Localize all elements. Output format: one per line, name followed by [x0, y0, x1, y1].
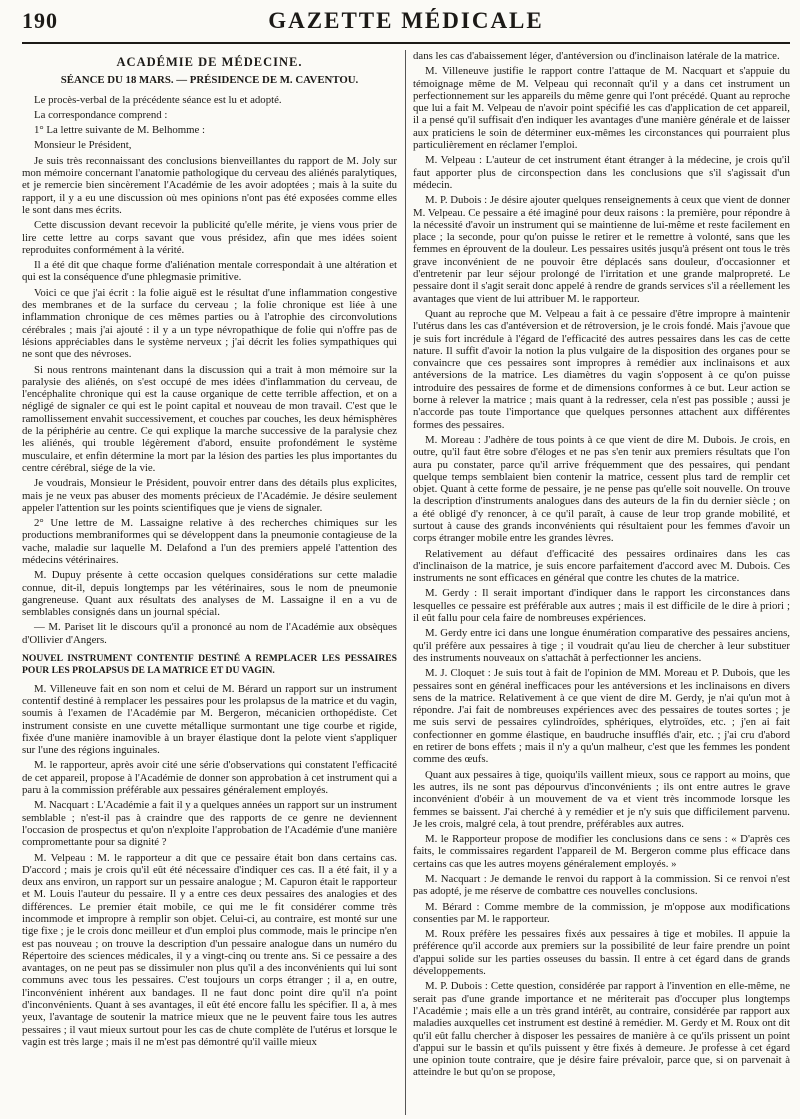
right-column: [413, 50, 790, 1115]
paragraph: M. Gerdy : Il serait important d'indiquer dans le rapport les circonstances dans lesquelles ce pessaire est préférable aux autres ; mais il est difficile de le dire à priori ; il eût fallu pour cela faire de nombreuses expériences.: [413, 587, 790, 625]
paragraph: M. le Rapporteur propose de modifier les conclusions dans ce sens : « D'après ces faits, le commissaires regardent l'appareil de M. Bergeron comme plus efficace dans certains cas que les autres moyens généralement employés. »: [413, 833, 790, 870]
paragraph: M. le rapporteur, après avoir cité une série d'observations qui constatent l'efficacité de cet appareil, propose à l'Académie de donner son approbation à cet instrument qui a paru à la commission préférable aux pessaires généralement employés.: [22, 759, 397, 797]
paragraph: Quant aux pessaires à tige, quoiqu'ils vaillent mieux, sous ce rapport au moins, que les autres, ils ne sont pas dépourvus d'inconvénients ; ils ont entre autres le grave inconvénient d'obéir à un mouvement de va et vient très incommode lorsque les femmes se baissent. J'ai cherché à y remédier et je n'y suis que difficilement parvenu. Je les crois, malgré cela, à tout prendre, préférables aux autres.: [413, 768, 790, 830]
paragraph: M. Bérard : Comme membre de la commission, je m'oppose aux modifications consenties par M. le rapporteur.: [413, 900, 790, 925]
paragraph: M. P. Dubois : Je désire ajouter quelques renseignements à ceux que vient de donner M. Velpeau. Ce pessaire a été imaginé pour deux raisons : la première, pour répondre à la nécessité d'avoir un instrument qui se maintienne de lui-même et reste facilement en place ; la seconde, pour qu'on puisse le retirer et le remettre à volonté, sans que les femmes en éprouvent de la douleur. Les pessaires usités jusqu'à présent ont tous le très grave inconvénient de ne pouvoir être déplacés sans douleur, d'occasionner et d'entretenir par leur séjour prolongé de l'irritation et une grande malpropreté. Le pessaire dont il s'agit serait donc appelé à rendre de grands services s'il a réellement les avantages que vient de lui attribuer M. le rapporteur.: [413, 194, 790, 305]
paragraph: M. Moreau : J'adhère de tous points à ce que vient de dire M. Dubois. Je crois, en outre, qu'il faut être sobre d'éloges et ne pas s'en tenir aux premiers résultats que l'on aura pu constater, parce qu'il arrive fréquemment que des pessaires, qui pendant quelque temps semblaient bien contenir la matrice, cessent plus tard de remplir cet objet. Quant à cette forme de pessaire, je ne pense pas qu'elle soit nouvelle. On trouve la description d'instruments analogues dans des auteurs de la fin du dernier siècle ; on a été obligé d'y renoncer, à ce qu'il paraît, à cause de leur trop grande mobilité, et surtout à cause des grands inconvénients qui résultaient pour les femmes d'avoir un corps étranger mobile entre les grandes lèvres.: [413, 433, 790, 545]
paragraph: M. Dupuy présente à cette occasion quelques considérations sur cette maladie connue, dit-il, depuis longtemps par les vétérinaires, sous le nom de pneumonie gangreneuse. Quant aux résultats des analyses de M. Lassaigne il en a vu de semblables consignés dans un journal spécial.: [22, 569, 397, 619]
column-divider: [405, 50, 406, 1115]
paragraph: M. Villeneuve justifie le rapport contre l'attaque de M. Nacquart et s'appuie du témoignage même de M. Velpeau qui reconnaît qu'il y a dans cet instrument un perfectionnement sur les appareils du même genre qui l'ont précédé. Quant au reproche que lui a fait M. Velpeau de n'avoir point spécifié les cas d'application de cet appareil, il a pensé qu'il suffisait d'en indiquer les avantages d'une manière générale et de laisser aux praticiens le soin de déterminer eux-mêmes les circonstances qui pourraient plus particulièrement en réclamer l'emploi.: [413, 65, 790, 152]
paragraph: M. Nacquart : L'Académie a fait il y a quelques années un rapport sur un instrument semblable ; n'est-il pas à craindre que des rapports de ce genre ne deviennent l'occasion de prospectus et qu'on n'exploite l'approbation de l'Académie d'une manière compromettante pour sa dignité ?: [22, 799, 397, 849]
paragraph: M. Velpeau : M. le rapporteur a dit que ce pessaire était bon dans certains cas. D'accord ; mais je crois qu'il eût été nécessaire d'indiquer ces cas. Il a été fait, il y a deux ans environ, un rapport sur un pessaire analogue ; M. Capuron était le rapporteur et M. Louis l'auteur du pessaire. Il y a entre ces deux pessaires des analogies et des différences. Le premier était mobile, ce qui me le fit considérer comme très incommode et impropre à remplir son objet. Celui-ci, au contraire, est monté sur une tige fixe ; je le crois donc meilleur et d'un emploi plus commode, mais le principe n'en est pas nouveau ; on trouve la description d'un pessaire analogue dans un numéro du Répertoire des sciences médicales, il y a vingt-cinq ou trente ans. Si ce pessaire a des avantages, on ne peut pas se dissimuler non plus qu'il a des inconvénients qui lui sont communs avec tous les pessaires. C'est toujours un corps étranger ; il a, en outre, l'inconvénient inhérent aux bandages. Il ne faut donc point dire qu'il n'a point d'inconvénients. Quant à ses avantages, il eût été encore fallu les spécifier. Il a, à mes yeux, l'avantage de soutenir la matrice mieux que ne le peuvent faire tous les autres pessaires ; il vaut mieux surtout pour les cas de chute complète de l'utérus et lorsque le vagin est très large ; mais il ne m'est pas démontré qu'il vaille mieux: [22, 851, 397, 1048]
paragraph: Je voudrais, Monsieur le Président, pouvoir entrer dans des détails plus explicites, mais je ne veux pas abuser des moments précieux de l'Académie. Je désire seulement appeler l'attention sur les points scientifiques que je viens de signaler.: [22, 477, 397, 514]
page-number: 190: [22, 8, 58, 33]
page-header: [22, 6, 790, 44]
paragraph: M. Velpeau : L'auteur de cet instrument étant étranger à la médecine, je crois qu'il faut apporter plus de circonspection dans les conclusions que s'il s'agissait d'un médecin.: [413, 154, 790, 191]
paragraph: M. P. Dubois : Cette question, considérée par rapport à l'invention en elle-même, ne serait pas d'une grande importance et ne mériterait pas d'occuper plus longtemps l'Académie ; mais elle a un très grand intérêt, au contraire, considérée par rapport aux maladies auxquelles cet instrument est destiné à remédier. M. Gerdy et M. Roux ont dit qu'il eût fallu chercher à disposer les pessaires de manière à ce qu'ils prissent un point d'appui sur le bassin et qu'ils puissent y être fixés à demeure. Je professe à cet égard une opinion toute contraire, que je désire faire prévaloir, parce que, si on parvenait à atteindre le but qu'on se propose,: [413, 980, 790, 1079]
journal-title: GAZETTE MÉDICALE: [268, 8, 544, 33]
section-title: ACADÉMIE DE MÉDECINE.: [116, 55, 303, 69]
paragraph: Si nous rentrons maintenant dans la discussion qui a trait à mon mémoire sur la paralysie des aliénés, on s'est occupé de mes idées d'inflammation du cerveau, de l'encéphalite chronique qui est la cause organique de cette terrible affection, et on a négligé de signaler ce qui est le point capital et nouveau de mon travail. C'est que le ramollissement envahit successivement, et couches par couches, les deux hémisphères de la périphérie au centre. Ce qui explique la marche successive de la paralysie chez les aliénés, qui trouble légèrement d'abord, ensuite profondément le système musculaire, et enfin détermine la mort par la lésion des parties les plus importantes du centre cérébral, siége de la vie.: [22, 363, 397, 474]
left-column: [22, 50, 397, 1115]
paragraph: Quant au reproche que M. Velpeau a fait à ce pessaire d'être impropre à maintenir l'utérus dans les cas d'antéversion et de rétroversion, je le crois fondé. Mais j'avoue que je suis fort incrédule à l'égard de l'efficacité des autres pessaires dans les cas de cette nature. Il suffit d'avoir la notion la plus vulgaire de la disposition des organes pour se convaincre que ces pessaires sont impropres à remédier aux inclinaisons et aux antéversions de la matrice. Les diamètres du vagin s'opposent à ce qu'on puisse introduire des pessaires de forme et de dimensions conformes à ce but. Leur action se borne à relever la matrice ; mais quant à la redresser, cela n'est pas possible ; aussi je n'accorde pas toute l'importance que quelques personnes attachent aux différentes formes des pessaires.: [413, 307, 790, 431]
paragraph: M. Nacquart : Je demande le renvoi du rapport à la commission. Si ce renvoi n'est pas adopté, je me réserve de combattre ces nouvelles conclusions.: [413, 873, 790, 898]
paragraph: La correspondance comprend :: [34, 108, 168, 121]
paragraph: Il a été dit que chaque forme d'aliénation mentale correspondait à une altération et qui est la conséquence d'une phlegmasie primitive.: [22, 259, 397, 284]
paragraph: M. J. Cloquet : Je suis tout à fait de l'opinion de MM. Moreau et P. Dubois, que les pessaires sont en général inefficaces pour les antéversions et les inclinaisons en divers sens de la matrice. Relativement à ce que vient de dire M. Gerdy, je n'ai qu'un mot à répondre. J'ai fait de nombreuses expériences avec des pessaires de toutes sortes ; je me suis servi de pessaires cylindroïdes, sphériques, elytroïdes, etc. ; j'en ai fait confectionner en gomme élastique, en baudruche insufflés d'air, etc. ; j'ai cru d'abord en retirer de bons effets ; mais il n'y a qu'un malheur, c'est que les femmes les pondent comme des œufs.: [413, 667, 790, 766]
paragraph: Relativement au défaut d'efficacité des pessaires ordinaires dans les cas d'inclinaison de la matrice, je suis encore parfaitement d'accord avec M. Dubois. Ces instruments ne sont efficaces en général que contre les chutes de la matrice.: [413, 547, 790, 585]
article-title: NOUVEL INSTRUMENT CONTENTIF DESTINÉ A REMPLACER LES PESSAIRES POUR LES PROLAPSUS DE LA MATRICE ET DU VAGIN.: [22, 653, 397, 677]
paragraph: — M. Pariset lit le discours qu'il a prononcé au nom de l'Académie aux obsèques d'Ollivier d'Angers.: [22, 621, 397, 646]
paragraph: Je suis très reconnaissant des conclusions bienveillantes du rapport de M. Joly sur mon mémoire concernant l'anatomie pathologique du cerveau des aliénés paralytiques, et je remercie bien sincèrement l'Académie de les avoir adoptées ; mais à la suite du rapport, il y a eu une discussion où mes opinions n'ont pas été exposées comme elles le sont dans mes écrits.: [22, 154, 397, 216]
paragraph: Voici ce que j'ai écrit : la folie aiguë est le résultat d'une inflammation congestive des membranes et de la surface du cerveau ; la folie chronique est liée à une inflammation chronique de ces mêmes parties ou à l'atrophie des circonvolutions cérébrales ; mais j'ai ajouté : il y a un type névropathique de folie qui n'offre pas de lésions appréciables dans le système nerveux ; j'ai décrit les folies sympathiques qui ne sont que des névroses.: [22, 286, 397, 361]
paragraph: M. Villeneuve fait en son nom et celui de M. Bérard un rapport sur un instrument contentif destiné à remplacer les pessaires pour les prolapsus de la matrice et du vagin, soumis à l'examen de l'Académie par M. Bergeron, mécanicien orthopédiste. Cet instrument consiste en une cuvette métallique surmontant une tige courbe et rigide, fixée d'une manière inamovible à un brayer élastique dont la pelote vient s'appliquer sur l'une des régions inguinales.: [22, 682, 397, 757]
paragraph: 2° Une lettre de M. Lassaigne relative à des recherches chimiques sur les productions membraniformes qui se développent dans la pneumonie contagieuse de la vache, maladie sur laquelle M. Delafond a l'un des premiers appelé l'attention des médecins vétérinaires.: [22, 517, 397, 566]
paragraph: Monsieur le Président,: [34, 139, 132, 152]
paragraph: dans les cas d'abaissement léger, d'antéversion ou d'inclinaison latérale de la matrice.: [413, 50, 780, 62]
paragraph: M. Gerdy entre ici dans une longue énumération comparative des pessaires anciens, qu'il préfère aux pessaires à tige ; il voudrait qu'au lieu de chercher à leur substituer des instruments nouveaux on s'attachât à perfectionner les anciens.: [413, 627, 790, 664]
session-heading: SÉANCE DU 18 MARS. — PRÉSIDENCE DE M. CAVENTOU.: [60, 74, 359, 87]
paragraph: Cette discussion devant recevoir la publicité qu'elle mérite, je viens vous prier de lire cette lettre au corps savant que vous présidez, afin que mes idées soient reproduites conformément à la vérité.: [22, 219, 397, 256]
paragraph: 1° La lettre suivante de M. Belhomme :: [34, 124, 206, 137]
paragraph: M. Roux préfère les pessaires fixés aux pessaires à tige et mobiles. Il appuie la préférence qu'il accorde aux premiers sur la possibilité de leur faire prendre un point d'appui solide sur les parties osseuses du bassin. Il entre à cet égard dans de grands développements.: [413, 928, 790, 978]
paragraph: Le procès-verbal de la précédente séance est lu et adopté.: [34, 93, 282, 106]
